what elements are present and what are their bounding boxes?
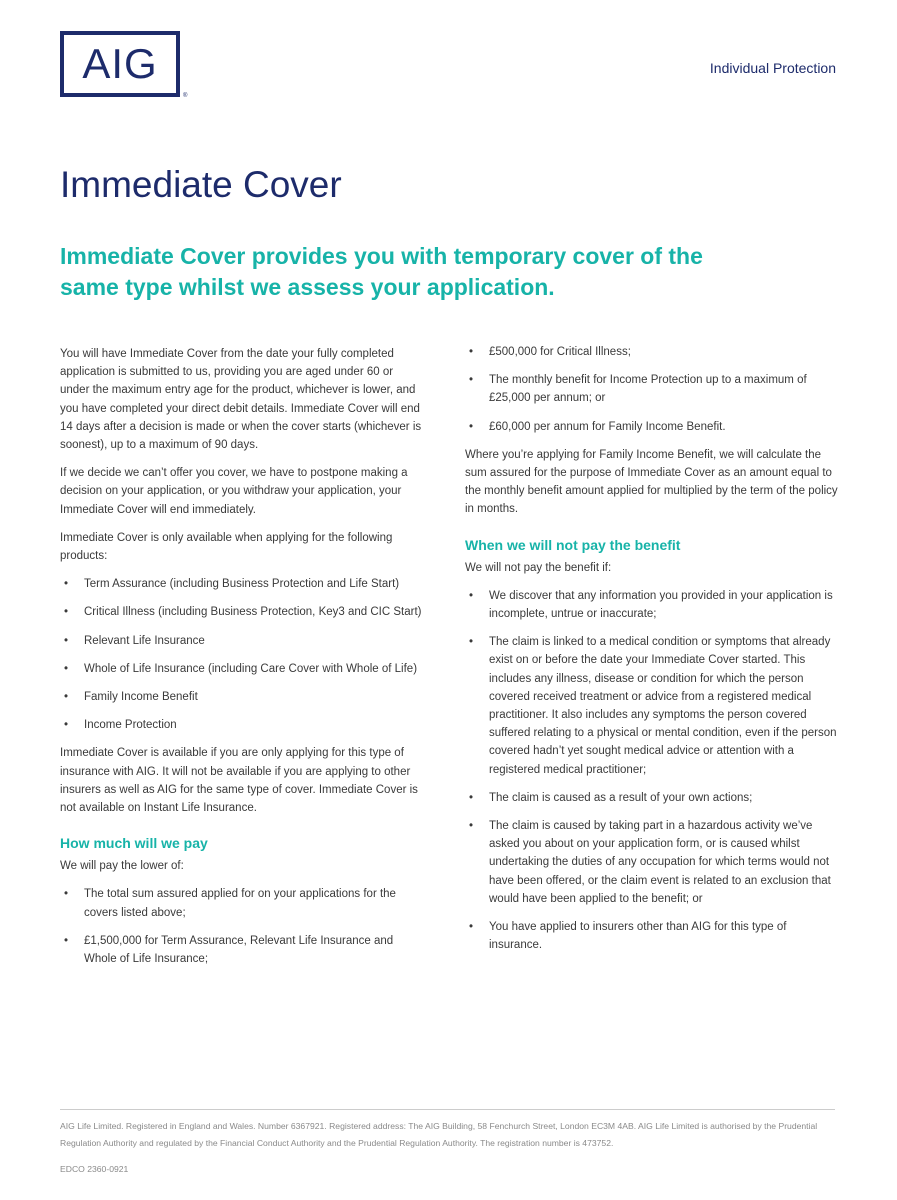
not-pay-intro-paragraph: We will not pay the benefit if: [465,561,612,574]
list-item: • £500,000 for Critical Illness; [465,343,840,361]
list-item: • £60,000 per annum for Family Income Benefit. [465,418,840,436]
page-title: Immediate Cover [60,164,342,205]
section-heading-not-pay: When we will not pay the benefit [465,536,681,553]
intro-paragraph: You will have Immediate Cover from the date your fully completed application is submitted to us, providing you are aged under 60 or under the maximum entry age for the product, whichever is lower, and you have completed your direct debit details. Immediate Cover will end 14 days after a decision is made or when the cover starts (whichever is soonest), up to a maximum of 90 days. [60,348,422,452]
list-item: • £1,500,000 for Term Assurance, Relevant Life Insurance and Whole of Life Insurance; [60,932,425,968]
products-list [60,575,425,734]
list-item: • Relevant Life Insurance [60,632,425,650]
list-item: • The claim is linked to a medical condition or symptoms that already exist on or before the date your Immediate Cover started. This includes any illness, disease or condition for which the person covered received treatment or advice from a registered medical practitioner. It also includes any symptoms the person covered suffered relating to a physical or mental condition, even if the person covered hadn’t yet sought medical advice or attention with a registered medical practitioner; [465,633,840,779]
legal-footer: AIG Life Limited. Registered in England and Wales. Number 6367921. Registered address: The AIG Building, 58 Fenchurch Street, London EC3M 4AB. AIG Life Limited is authorised by the Prudential Regulation Authority and regulated by the Financial Conduct Authority and the Prudential Regulation Authority. The registration number is 473752. [60,1121,818,1148]
category-label: Individual Protection [709,60,836,76]
right-column [465,345,840,964]
availability-paragraph: Immediate Cover is only available when applying for the following products: [60,531,393,563]
list-item: • The monthly benefit for Income Protection up to a maximum of £25,000 per annum; or [465,371,840,407]
list-item: • The claim is caused by taking part in a hazardous activity we’ve asked you about on your application form, or is caused whilst undertaking the duties of any occupation for which terms would not have been offered, or the claim event is related to an exclusion that would have been applied to the benefit; or [465,817,840,908]
logo-text: AIG [82,40,158,87]
list-item: • Critical Illness (including Business Protection, Key3 and CIC Start) [60,603,425,621]
list-item: • You have applied to insurers other than AIG for this type of insurance. [465,918,840,954]
pay-intro-paragraph: We will pay the lower of: [60,860,184,873]
withdraw-paragraph: If we decide we can’t offer you cover, we have to postpone making a decision on your application, or you withdraw your application, your Immediate Cover will end immediately. [60,467,408,516]
page-subtitle: Immediate Cover provides you with temporary cover of the same type whilst we assess your application. [60,243,703,300]
left-column [60,345,425,978]
document-reference: EDCO 2360-0921 [60,1164,129,1174]
list-item: • The total sum assured applied for on your applications for the covers listed above; [60,885,425,921]
pay-list [60,885,425,968]
list-item: • Term Assurance (including Business Protection and Life Start) [60,575,425,593]
logo-registered-mark: ® [183,93,188,99]
list-item: • Whole of Life Insurance (including Care Cover with Whole of Life) [60,660,425,678]
aig-logo [60,31,180,97]
pay-list-continued [465,343,840,436]
list-item: • Family Income Benefit [60,688,425,706]
section-heading-how-much: How much will we pay [60,835,208,852]
list-item: • We discover that any information you provided in your application is incomplete, untrue or inaccurate; [465,587,840,623]
footer-divider [60,1109,835,1110]
exclusions-list [465,587,840,955]
list-item: • Income Protection [60,716,425,734]
restriction-paragraph: Immediate Cover is available if you are only applying for this type of insurance with AIG. It will not be available if you are applying to other insurers as well as AIG for the same type of cover. Immediate Cover is not available on Instant Life Insurance. [60,747,418,815]
list-item: • The claim is caused as a result of your own actions; [465,789,840,807]
family-income-paragraph: Where you’re applying for Family Income Benefit, we will calculate the sum assured for the purpose of Immediate Cover as an amount equal to the monthly benefit amount applied for multiplied by the term of the policy in months. [465,448,838,516]
